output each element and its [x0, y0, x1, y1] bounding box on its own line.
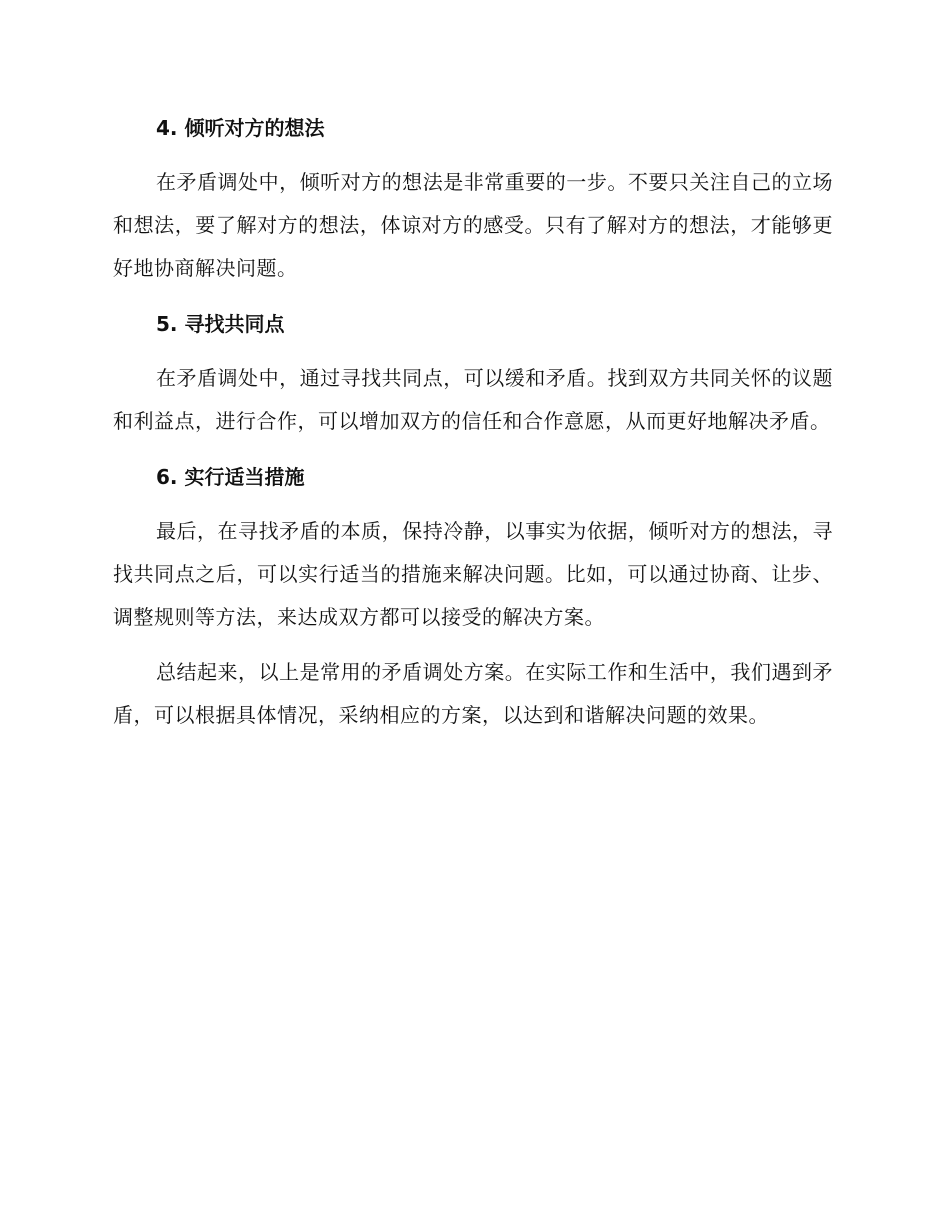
section-paragraph-6: 最后，在寻找矛盾的本质，保持冷静，以事实为依据，倾听对方的想法，寻找共同点之后，可以实行适当的措施来解决问题。比如，可以通过协商、让步、调整规则等方法，来达成双方都可以接受的解决方案。 [113, 519, 833, 629]
section-paragraph-4: 在矛盾调处中，倾听对方的想法是非常重要的一步。不要只关注自己的立场和想法，要了解对方的想法，体谅对方的感受。只有了解对方的想法，才能够更好地协商解决问题。 [113, 170, 833, 280]
section-heading-6: 6. 实行适当措施 [156, 465, 305, 489]
section-heading-4: 4. 倾听对方的想法 [156, 116, 325, 140]
section-paragraph-5: 在矛盾调处中，通过寻找共同点，可以缓和矛盾。找到双方共同关怀的议题和利益点，进行合作，可以增加双方的信任和合作意愿，从而更好地解决矛盾。 [113, 366, 833, 433]
document-body [113, 108, 833, 737]
conclusion-paragraph: 总结起来，以上是常用的矛盾调处方案。在实际工作和生活中，我们遇到矛盾，可以根据具体情况，采纳相应的方案，以达到和谐解决问题的效果。 [113, 660, 833, 727]
section-heading-5: 5. 寻找共同点 [156, 312, 285, 336]
